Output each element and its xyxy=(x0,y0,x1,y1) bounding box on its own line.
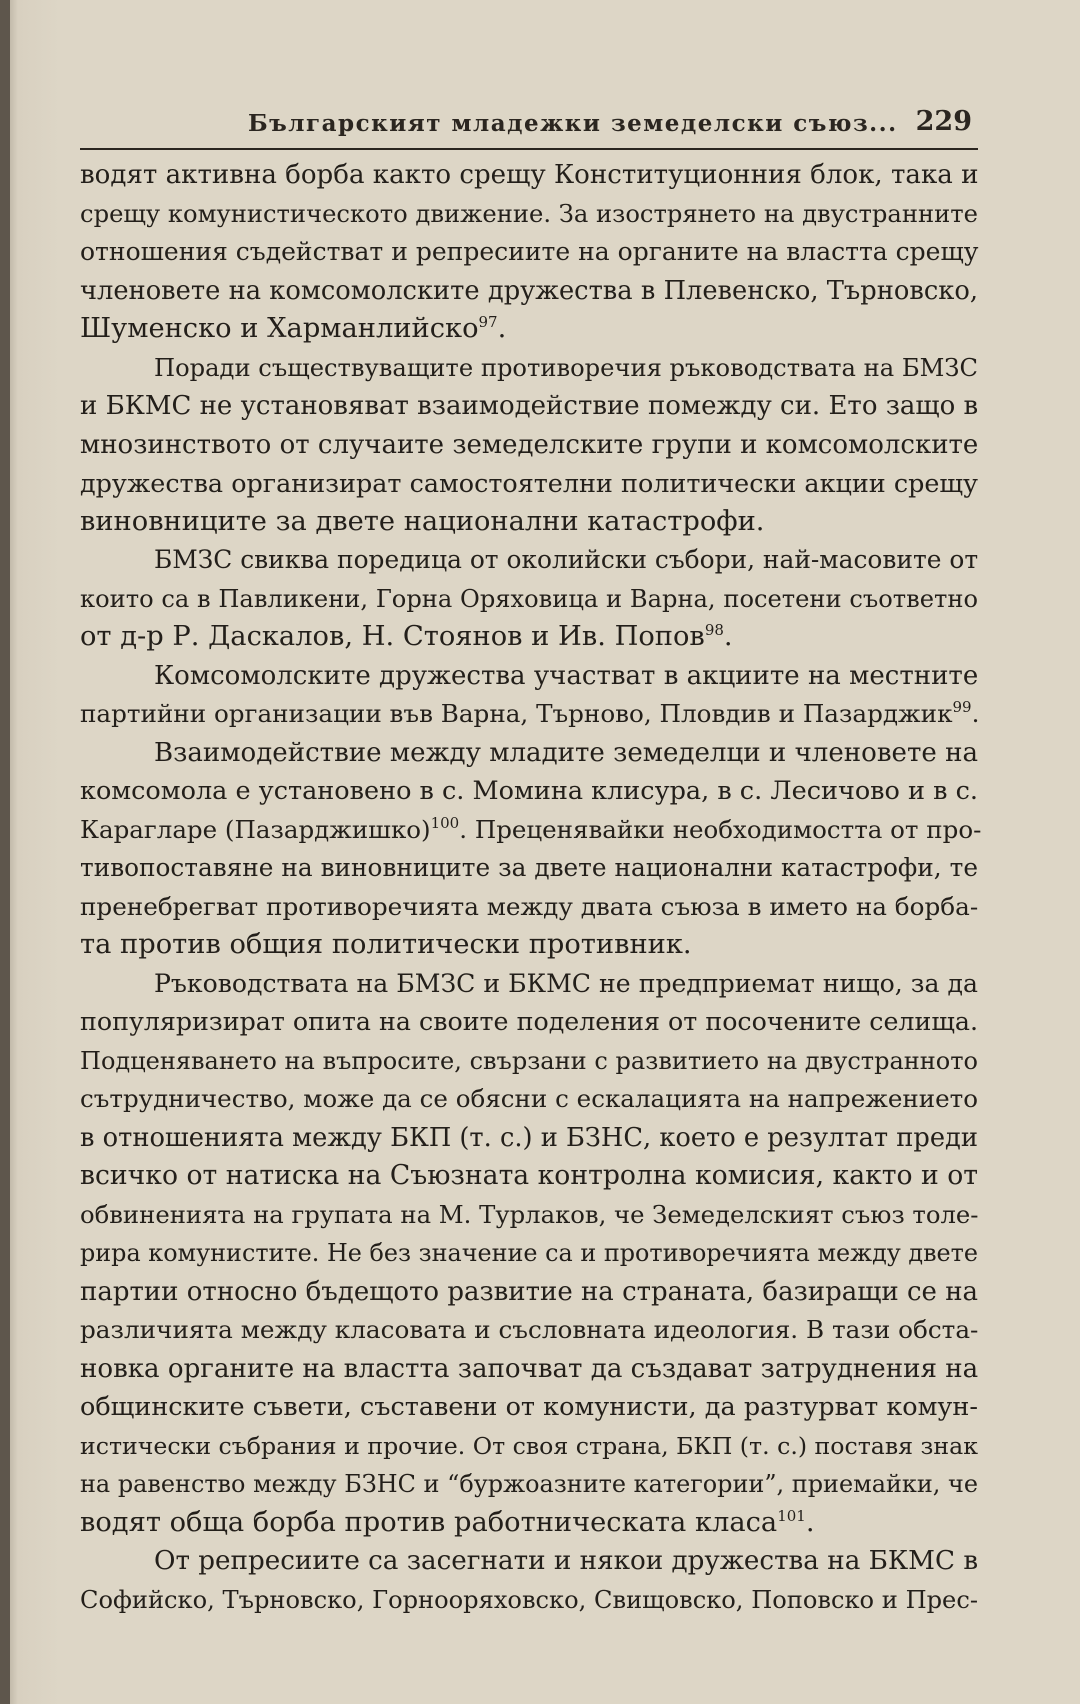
text-line: срещу комунистическото движение. За изострянето на двустранните xyxy=(80,199,978,228)
text-line xyxy=(80,618,978,657)
text-line: сътрудничество, може да се обясни с ескалацията на напрежението xyxy=(80,1084,978,1113)
text-line: Комсомолските дружества участват в акциите на местните xyxy=(154,660,979,691)
text-line: виновниците за двете национални катастрофи. xyxy=(80,505,765,537)
running-title: Българският младежки земеделски съюз... xyxy=(248,110,898,137)
text-line: Ръководствата на БМЗС и БКМС не предприемат нищо, за да xyxy=(154,968,978,998)
text-line: популяризират опита на своите поделения от посочените селища. xyxy=(80,1007,978,1036)
footnote-ref: 98 xyxy=(704,621,724,639)
text-line: членовете на комсомолските дружества в Плевенско, Търновско, xyxy=(80,275,978,306)
text-line: водят активна борба както срещу Конституционния блок, така и xyxy=(80,160,979,190)
text-punct: . xyxy=(971,699,980,728)
text-punct: . xyxy=(497,313,507,344)
text-line: отношения съдействат и репресиите на органите на властта срещу xyxy=(80,237,979,266)
paragraph-3 xyxy=(80,541,978,657)
text-line-continuation: . Преценявайки необходимостта от про- xyxy=(459,814,982,844)
text-line: новка органите на властта започват да създават затруднения на xyxy=(80,1353,979,1384)
text-line: Софийско, Търновско, Горнооряховско, Свищовско, Поповско и Прес- xyxy=(80,1585,978,1614)
page-body xyxy=(80,156,982,1619)
text-line-content: от д-р Р. Даскалов, Н. Стоянов и Ив. Попов xyxy=(80,621,705,652)
text-line: и БКМС не установяват взаимодействие помежду си. Ето защо в xyxy=(80,391,979,421)
text-line xyxy=(80,695,978,734)
text-line: партии относно бъдещото развитие на страната, базиращи се на xyxy=(80,1276,979,1307)
text-line: истически събрания и прочие. От своя страна, БКП (т. с.) поставя знак xyxy=(80,1431,978,1460)
text-line: Взаимодействие между младите земеделци и членовете на xyxy=(154,737,978,768)
text-line: различията между класовата и съсловната идеология. В тази обста- xyxy=(80,1315,979,1344)
text-line: Подценяването на въпросите, свързани с развитието на двустранното xyxy=(80,1046,978,1075)
text-line xyxy=(80,1504,978,1543)
text-line-content: Шуменско и Харманлийско xyxy=(80,313,479,344)
text-line: всичко от натиска на Съюзната контролна комисия, както и от xyxy=(80,1160,978,1191)
text-line: пренебрегват противоречията между двата съюза в името на борба- xyxy=(80,891,979,921)
text-line: та против общия политически противник. xyxy=(80,929,692,960)
text-line: Поради съществуващите противоречия ръководствата на БМЗС xyxy=(154,353,978,382)
footnote-ref: 100 xyxy=(430,813,460,832)
footnote-ref: 101 xyxy=(777,1506,806,1525)
text-punct: . xyxy=(805,1506,815,1538)
text-line xyxy=(80,310,978,349)
text-line-content: Карагларе (Пазарджишко) xyxy=(80,814,431,844)
text-line-content: партийни организации във Варна, Търново, Пловдив и Пазарджик xyxy=(80,699,953,728)
paragraph-1 xyxy=(80,156,978,349)
book-spine-shadow xyxy=(0,0,10,1704)
page-header xyxy=(80,98,978,150)
text-line: в отношенията между БКП (т. с.) и БЗНС, което е резултат преди xyxy=(80,1122,978,1153)
footnote-ref: 99 xyxy=(952,698,972,716)
paragraph-6 xyxy=(80,965,978,1543)
paragraph-7 xyxy=(80,1542,978,1619)
text-line: обвиненията на групата на М. Турлаков, че Земеделският съюз толе- xyxy=(80,1199,979,1229)
text-line: От репресиите са засегнати и някои дружества на БКМС в xyxy=(154,1546,979,1576)
paragraph-2 xyxy=(80,349,978,542)
footnote-ref: 97 xyxy=(478,313,498,331)
text-line: комсомола е установено в с. Момина клисура, в с. Лесичово и в с. xyxy=(80,776,978,806)
text-line: тивопоставяне на виновниците за двете национални катастрофи, те xyxy=(80,853,978,882)
page-number: 229 xyxy=(915,106,972,137)
paragraph-4 xyxy=(80,657,978,734)
text-line: рира комунистите. Не без значение са и противоречията между двете xyxy=(80,1239,978,1267)
text-line: мнозинството от случаите земеделските групи и комсомолските xyxy=(80,429,979,460)
text-line xyxy=(80,811,982,850)
text-punct: . xyxy=(723,621,733,652)
text-line: БМЗС свиква поредица от околийски събори, най-масовите от xyxy=(154,545,979,574)
text-line: които са в Павликени, Горна Оряховица и Варна, посетени съответно xyxy=(80,584,978,613)
text-line: на равенство между БЗНС и “буржоазните категории”, приемайки, че xyxy=(80,1470,978,1498)
text-line: дружества организират самостоятелни политически акции срещу xyxy=(80,468,978,498)
paragraph-5 xyxy=(80,734,982,965)
text-line-content: водят обща борба против работническата класа xyxy=(80,1506,778,1538)
text-line: общинските съвети, съставени от комунисти, да разтурват комун- xyxy=(80,1392,978,1422)
